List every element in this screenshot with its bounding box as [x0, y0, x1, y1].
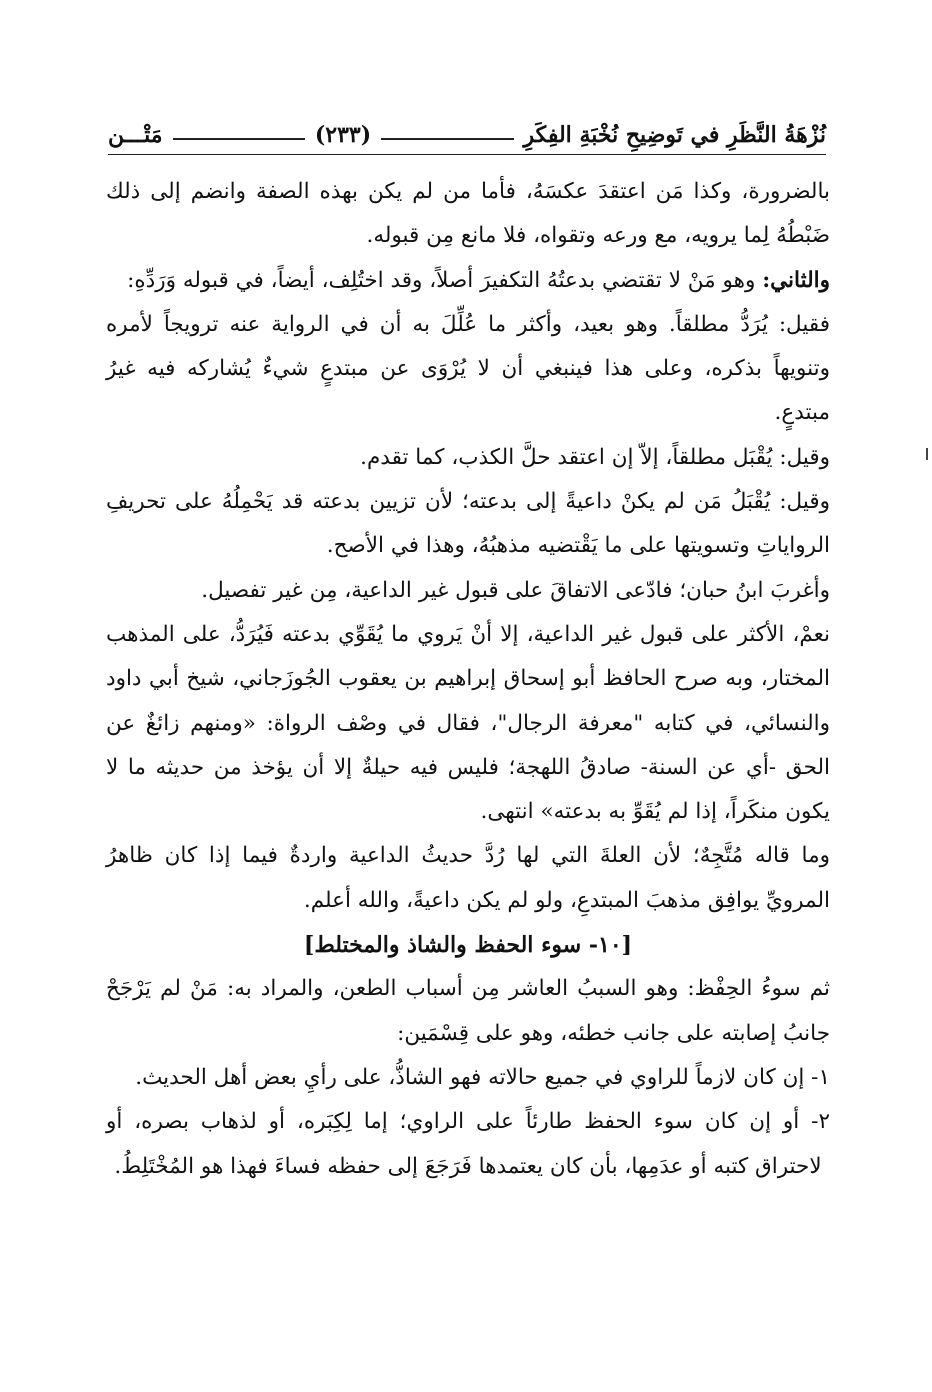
list-item-1 [106, 1056, 830, 1100]
header-section-label: مَتْـــن [107, 122, 163, 148]
paragraph-text: فقيل: يُرَدُّ مطلقاً. وهو بعيد، وأكثر ما عُلِّلَ به أن في الرواية عنه ترويجاً لأمره وتنويهاً بذكره، وعلى هذا فينبغي أن لا يُرْوَى عن مبتدعٍ شيءٌ يُشاركه فيه غيرُ مبتدعٍ. [106, 311, 830, 426]
paragraph-text: ١- إن كان لازماً للراوي في جميع حالاته فهو الشاذُّ، على رأيِ بعض أهل الحديث. [135, 1064, 830, 1090]
paragraph-3 [106, 303, 830, 436]
paragraph-text: وأغربَ ابنُ حبان؛ فادّعى الاتفاقَ على قبول غير الداعية، مِن غير تفصيل. [201, 577, 830, 603]
paragraph-2 [106, 259, 830, 303]
running-header [108, 108, 826, 155]
page-body [106, 170, 830, 1189]
page-number: (٢٣٣) [314, 122, 372, 148]
paragraph-lead: والثاني: [762, 267, 830, 293]
paragraph-text: ٢- أو إن كان سوء الحفظ طارئاً على الراوي؛ إما لِكِبَره، أو لذهاب بصره، أو لاحتراق كتبه أو عدَمِها، بأن كان يعتمدها فَرَجَعَ إلى حفظه فساءَ فهذا هو المُخْتَلِطُ. [106, 1109, 830, 1179]
paragraph-1 [106, 170, 830, 259]
paragraph-9 [106, 967, 830, 1056]
paragraph-text: وقيل: يُقْبَلُ مَن لم يكنْ داعيةً إلى بدعته؛ لأن تزيين بدعته قد يَحْمِلُهُ على تحريفِ الرواياتِ وتسويتها على ما يَقْتضيه مذهبُهُ، وهذا في الأصح. [106, 489, 830, 559]
paragraph-text: بالضرورة، وكذا مَن اعتقدَ عكسَهُ، فأما من لم يكن بهذه الصفة وانضم إلى ذلك ضَبْطُهُ لِما يرويه، مع ورعه وتقواه، فلا مانع مِن قبوله. [106, 179, 830, 249]
paragraph-4 [106, 436, 830, 480]
section-heading-text: [١٠- سوء الحفظ والشاذ والمختلط] [303, 932, 633, 959]
paragraph-text: وقيل: يُقْبَل مطلقاً، إلاّ إن اعتقد حلَّ الكذب، كما تقدم. [360, 444, 830, 470]
paragraph-7 [106, 613, 830, 834]
paragraph-8 [106, 834, 830, 923]
header-rule-right [381, 132, 513, 140]
header-rule-left [173, 132, 305, 140]
paragraph-text: نعمْ، الأكثر على قبول غير الداعية، إلا أنْ يَروي ما يُقَوِّي بدعته فَيُرَدُّ، على المذهب المختار، وبه صرح الحافظ أبو إسحاق إبراهيم بن يعقوب الجُوزَجاني، شيخ أبي داود والنسائي، في كتابه "معرفة الرجال"، فقال في وصْف الرواة: «ومنهم زائغٌ عن الحق -أي عن السنة- صادقُ اللهجة؛ فليس فيه حيلةٌ إلا أن يؤخذ من حديثه ما لا يكون منكَراً، إذا لم يُقَوِّ به بدعته» انتهى. [106, 621, 830, 825]
paragraph-5 [106, 480, 830, 569]
paragraph-text: وهو مَنْ لا تقتضي بدعتُهُ التكفيرَ أصلاً، وقد اختُلِف، أيضاً، في قبوله وَرَدِّهِ: [127, 267, 763, 293]
header-book-title: نُزْهَةُ النَّظَرِ في تَوضِيحِ نُخْبَةِ الفِكَرِ [523, 122, 826, 148]
scan-mark [926, 448, 928, 460]
paragraph-text: ثم سوءُ الحِفْظ: وهو السببُ العاشر مِن أسباب الطعن، والمراد به: مَنْ لم يَرْجَحْ جانبُ إصابته على جانب خطئه، وهو على قِسْمَين: [106, 976, 830, 1046]
section-heading [106, 923, 830, 967]
paragraph-6 [106, 569, 830, 613]
list-item-2 [106, 1100, 830, 1189]
paragraph-text: وما قاله مُتَّجِهٌ؛ لأن العلةَ التي لها رُدَّ حديثُ الداعية واردةٌ فيما إذا كان ظاهرُ المرويِّ يوافِق مذهبَ المبتدعِ، ولو لم يكن داعيةً، والله أعلم. [106, 843, 830, 913]
